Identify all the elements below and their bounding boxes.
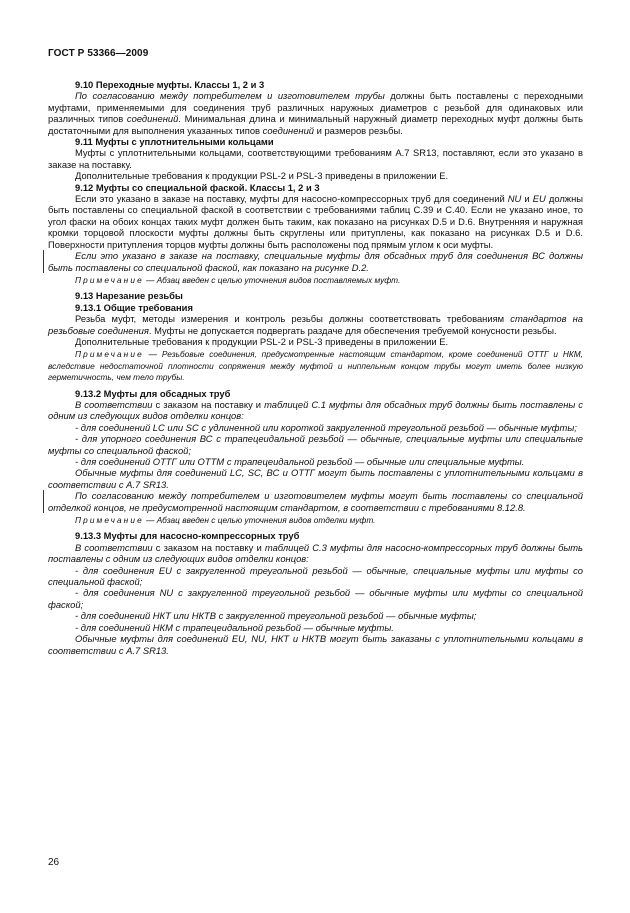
section-9-13-2-intro: В соответствии с заказом на поставку и таблицей С.1 муфты для обсадных труб должны быть поставлены с одним из следующих видов отделки концов: bbox=[48, 398, 583, 422]
list-item: - для соединений LC или SC с удлиненной или короткой закругленной треугольной резьбой — обычные муфты; bbox=[75, 421, 577, 433]
list-item: - для соединений ОТТГ или ОТТМ с трапецеидальной резьбой — обычные или специальные муфты. bbox=[75, 456, 525, 467]
section-9-13-3-rings: Обычные муфты для соединений EU, NU, НКТ и НКТВ могут быть заказаны с уплотнительными кольцами в соответствии с А.7 SR13. bbox=[48, 633, 583, 656]
section-9-13-title: 9.13 Нарезание резьбы bbox=[75, 290, 183, 302]
list-item: - для соединения NU с закругленной треугольной резьбой — обычные муфты или муфты со специальной фаской; bbox=[48, 587, 583, 610]
section-9-10-text: По согласованию между потребителем и изготовителем трубы должны быть поставлены с переходными муфтами, применяемыми для соединения труб различных наружных диаметров с резьбой для одинаковых или различных типов соединений. Минимальная длина и минимальный наружный диаметр переходных муфт должны быть достаточными для выполнения указанных типов соединений и размеров резьбы. bbox=[48, 90, 583, 136]
section-9-11-title: 9.11 Муфты с уплотнительными кольцами bbox=[75, 136, 274, 148]
section-9-13-2-title: 9.13.2 Муфты для обсадных труб bbox=[75, 387, 231, 399]
section-9-13-2-note: Примечание — Абзац введен с целью уточнения видов отделки муфт. bbox=[75, 515, 376, 526]
section-9-12-note: Примечание — Абзац введен с целью уточнения видов поставляемых муфт. bbox=[75, 274, 401, 285]
list-item: - для соединений НКМ с трапецеидальной резьбой — обычные муфты. bbox=[75, 621, 394, 633]
section-9-13-3-intro: В соответствии с заказом на поставку и таблицей С.3 муфты для насосно-компрессорных труб должны быть поставлены с одним из следующих видов отделки концов: bbox=[48, 541, 583, 565]
document-body bbox=[48, 79, 583, 656]
document-header: ГОСТ Р 53366—2009 bbox=[48, 48, 149, 59]
section-9-13-2-special: По согласованию между потребителем и изготовителем муфты могут быть поставлены со специальной отделкой концов, не предусмотренной настоящим стандартом, в соответствии с требованиями 8.12.8. bbox=[48, 490, 583, 513]
section-9-13-1-psl: Дополнительные требования к продукции PSL-2 и PSL-3 приведены в приложении Е. bbox=[75, 335, 449, 347]
section-9-13-3-title: 9.13.3 Муфты для насосно-компрессорных труб bbox=[75, 530, 300, 542]
section-9-11-text: Муфты с уплотнительными кольцами, соответствующими требованиям А.7 SR13, поставляют, если это указано в заказе на поставку. bbox=[48, 147, 583, 170]
section-9-12-text: Если это указано в заказе на поставку, муфты для насосно-компрессорных труб для соединений NU и EU должны быть поставлены со специальной фаской в соответствии с требованиями таблиц С.39 и С.40. Если не указано иное, то угол фаски на обоих концах таких муфт должен быть таким, как показано на рисунках D.5 и D.6. Внутренняя и наружная кромки торцовой плоскости муфты должны быть скруглены или притуплены, как показано на рисунках D.5 и D.6. Поверхности притупления торцов муфты должны быть расположены под прямым углом к оси муфты. bbox=[48, 193, 583, 250]
page-number: 26 bbox=[48, 857, 60, 868]
change-bar-9-13-2 bbox=[43, 490, 583, 513]
section-9-13-2-rings: Обычные муфты для соединений LC, SC, ВС и ОТТГ могут быть поставлены с уплотнительными кольцами в соответствии с А.7 SR13. bbox=[48, 467, 583, 490]
section-9-11-psl: Дополнительные требования к продукции PSL-2 и PSL-3 приведены в приложении Е. bbox=[75, 170, 449, 182]
section-9-12-bc-text: Если это указано в заказе на поставку, специальные муфты для обсадных труб для соединения ВС должны быть поставлены со специальной фаской, как показано на рисунке D.2. bbox=[48, 250, 583, 273]
list-item: - для упорного соединения ВС с трапецеидальной резьбой — обычные, специальные муфты или специальные муфты со специальной фаской; bbox=[48, 433, 583, 456]
section-9-12-title: 9.12 Муфты со специальной фаской. Классы 1, 2 и 3 bbox=[75, 181, 320, 193]
section-9-13-1-note: Примечание — Резьбовые соединения, предусмотренные настоящим стандартом, кроме соединений ОТТГ и НКМ, вследствие недостаточной плотности сопряжения между муфтой и ниппельным концом трубы могут иметь более низкую герметичность, чем тело трубы. bbox=[48, 349, 583, 383]
list-item: - для соединений НКТ или НКТВ с закругленной треугольной резьбой — обычные муфты; bbox=[75, 610, 477, 622]
section-9-10-title: 9.10 Переходные муфты. Классы 1, 2 и 3 bbox=[75, 79, 265, 90]
section-9-13-1-text: Резьба муфт, методы измерения и контроль резьбы должны соответствовать требованиям стандартов на резьбовые соединения. Муфты не допускается подвергать раздаче для обеспечения требуемой конусности резьбы. bbox=[48, 313, 583, 336]
section-9-13-1-title: 9.13.1 Общие требования bbox=[75, 301, 193, 313]
change-bar-9-12 bbox=[43, 250, 583, 273]
list-item: - для соединения EU с закругленной треугольной резьбой — обычные, специальные муфты или муфты со специальной фаской; bbox=[48, 564, 583, 588]
